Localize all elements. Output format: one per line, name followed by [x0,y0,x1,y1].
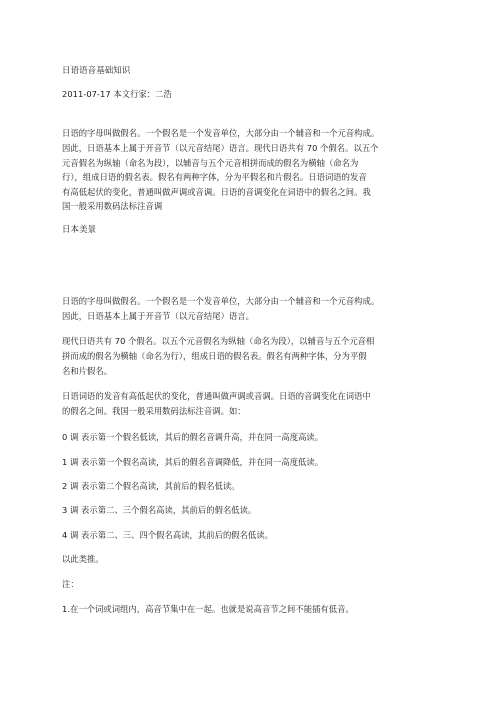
tone-item: 0 调 表示第一个假名低读，其后的假名音调升高，并在同一高度高读。 [62,432,324,442]
note-label: 注： [62,579,79,589]
document-title: 日语语音基础知识 [62,66,131,76]
document-meta: 2011-07-17 本文行家：二浩 [62,89,172,99]
etc-line: 以此类推。 [62,554,104,564]
intro-line: 因此，日语基本上属于开音节（以元音结尾）语言。现代日语共有 70 个假名。以五个 [62,143,379,153]
note-item: 1.在一个词或词组内，高音节集中在一起。也就是说高音节之间不能插有低音。 [62,604,354,614]
paragraph-line: 日语的字母叫做假名。一个假名是一个发音单位，大部分由一个辅音和一个元音构成。 [62,296,380,306]
paragraph-line: 因此，日语基本上属于开音节（以元音结尾）语言。 [62,311,254,321]
paragraph-line: 现代日语共有 70 个假名。以五个元音假名为纵轴（命名为段），以辅音与五个元音相 [62,336,375,346]
tone-item: 2 调 表示第二个假名高读，其前后的假名低读。 [62,481,240,491]
tone-item: 1 调 表示第一个假名高读，其后的假名音调降低，并在同一高度低读。 [62,457,324,467]
intro-line: 有高低起伏的变化，普通叫做声调或音调。日语的音调变化在词语中的假名之间。我 [62,187,371,197]
section-heading: 日本美景 [62,225,97,235]
intro-line: 日语的字母叫做假名。一个假名是一个发音单位，大部分由一个辅音和一个元音构成。 [62,128,380,138]
intro-line: 元音假名为纵轴（命名为段），以辅音与五个元音相拼而成的假名为横轴（命名为 [62,158,359,168]
tone-item: 3 调 表示第二、三个假名高读，其前后的假名低读。 [62,505,257,515]
paragraph-line: 名和片假名。 [62,366,113,376]
paragraph-line: 拼而成的假名为横轴（命名为行），组成日语的假名表。假名有两种字体，分为平假 [62,351,367,361]
tone-item: 4 调 表示第二、三、四个假名高读，其前后的假名低读。 [62,530,274,540]
intro-line: 行），组成日语的假名表。假名有两种字体，分为平假名和片假名。日语词语的发音 [62,172,367,182]
intro-line: 国一般采用数码法标注音调 [62,201,163,211]
paragraph-line: 的假名之间。我国一般采用数码法标注音调。如： [62,406,246,416]
paragraph-line: 日语词语的发音有高低起伏的变化，普通叫做声调或音调。日语的音调变化在词语中 [62,391,371,401]
